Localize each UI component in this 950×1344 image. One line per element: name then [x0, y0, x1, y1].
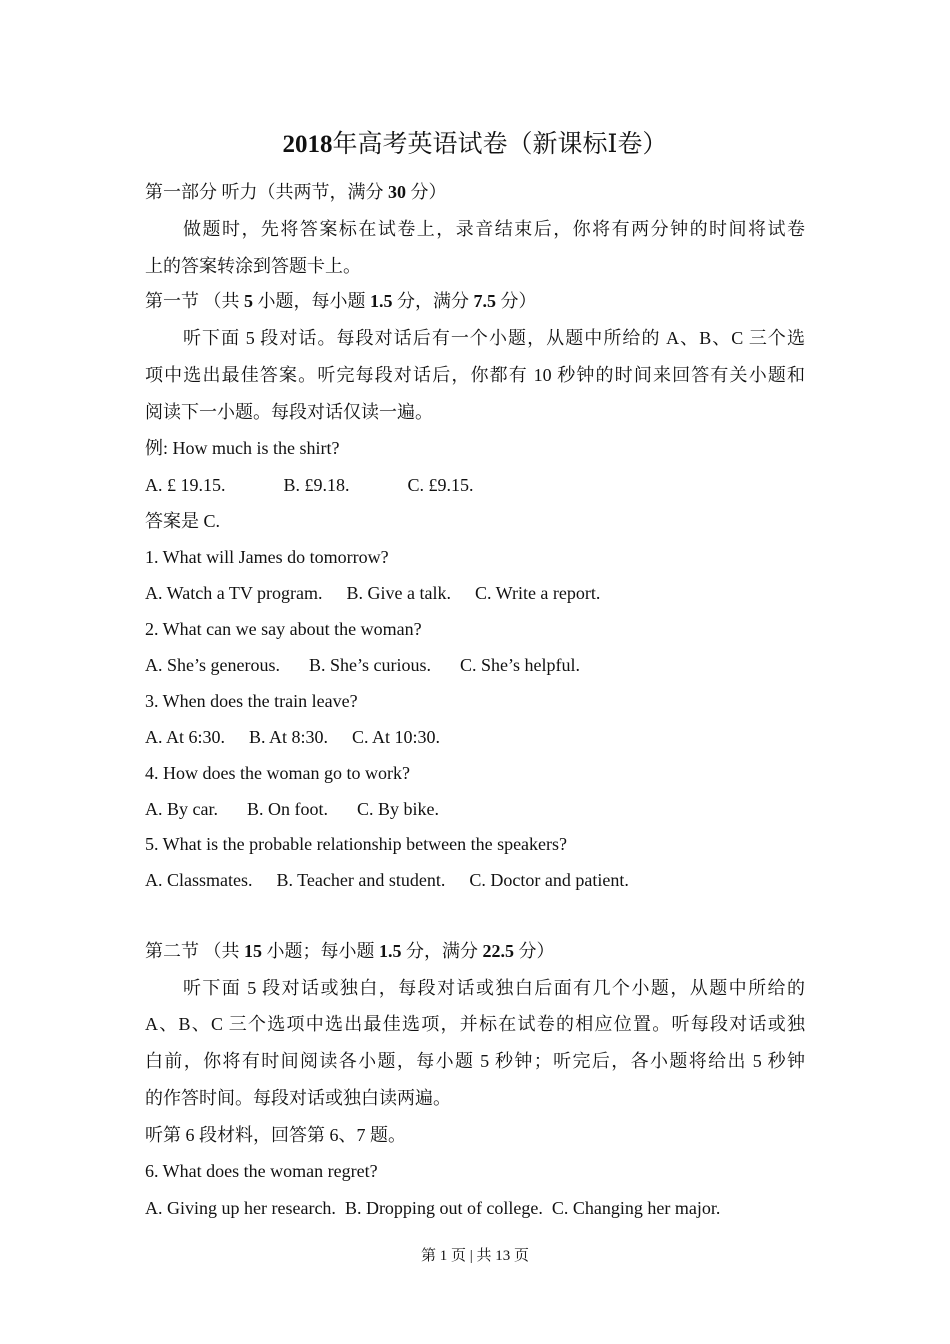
text-segment: 年高考英语试卷（新课标Ⅰ卷） — [332, 131, 668, 158]
answer-option: A. She’s generous. — [145, 655, 280, 675]
text-segment: 15 — [244, 941, 262, 961]
text-line — [145, 761, 410, 785]
text-segment: 做题时，先将答案标在试卷上，录音结束后，你将有两分钟的时间将试卷 — [183, 219, 805, 239]
answer-option: C. Changing her major. — [551, 1198, 721, 1218]
text-line — [145, 1123, 406, 1147]
text-segment: 答案是 C. — [145, 511, 221, 531]
answer-option: C. She’s helpful. — [460, 655, 580, 675]
text-segment: 分） — [496, 291, 537, 311]
text-segment: 2. What can we say about the woman? — [145, 619, 422, 639]
paragraph-line — [183, 217, 805, 241]
text-segment: 1 — [439, 1248, 448, 1264]
answer-option: C. £9.15. — [407, 475, 474, 495]
answer-option: A. Watch a TV program. — [145, 583, 323, 603]
text-line — [145, 180, 447, 204]
answer-options — [145, 868, 629, 892]
answer-option: A. Giving up her research. — [145, 1198, 336, 1218]
answer-option: A. At 6:30. — [145, 727, 226, 747]
answer-option: C. Write a report. — [475, 583, 601, 603]
text-line — [145, 832, 567, 856]
text-segment: 听下面 5 段对话或独白，每段对话或独白后面有几个小题，从题中所给的 — [183, 978, 805, 998]
text-segment: 阅读下一小题。每段对话仅读一遍。 — [145, 402, 433, 422]
text-line — [145, 509, 220, 533]
text-line — [145, 289, 537, 313]
text-line — [145, 939, 555, 963]
text-segment: 4. How does the woman go to work? — [145, 763, 410, 783]
text-segment: 例: How much is the shirt? — [145, 438, 340, 458]
text-segment: 2018 — [282, 131, 333, 158]
text-segment: 分） — [514, 941, 555, 961]
answer-option: B. She’s curious. — [308, 655, 431, 675]
answer-option: C. By bike. — [356, 799, 439, 819]
text-segment: 小题；每小题 — [262, 941, 379, 961]
text-segment: 5 — [244, 291, 253, 311]
answer-option: B. £9.18. — [283, 475, 350, 495]
text-segment: 第二节 （共 — [145, 941, 244, 961]
text-segment: 听下面 5 段对话。每段对话后有一个小题，从题中所给的 A、B、C 三个选 — [183, 328, 805, 348]
answer-option: B. Give a talk. — [346, 583, 451, 603]
answer-option: A. By car. — [145, 799, 218, 819]
paragraph-line — [183, 976, 805, 1000]
text-segment: 7.5 — [473, 291, 496, 311]
answer-option: B. Teacher and student. — [276, 870, 446, 890]
text-segment: 分） — [406, 182, 447, 202]
answer-options — [145, 725, 440, 749]
paragraph-line — [183, 326, 805, 350]
text-segment: 6. What does the woman regret? — [145, 1161, 378, 1181]
answer-option: C. At 10:30. — [352, 727, 441, 747]
paragraph-line — [145, 1049, 805, 1073]
text-line — [145, 1159, 378, 1183]
document-title — [0, 124, 950, 160]
text-line — [145, 545, 389, 569]
text-segment: A、B、C 三个选项中选出最佳选项，并标在试卷的相应位置。听每段对话或独 — [145, 1014, 805, 1034]
answer-options — [145, 797, 439, 821]
text-line — [145, 617, 422, 641]
answer-option: B. Dropping out of college. — [344, 1198, 543, 1218]
answer-options — [145, 653, 580, 677]
page-footer — [0, 1244, 950, 1265]
text-segment: 分，满分 — [392, 291, 474, 311]
answer-options — [145, 581, 600, 605]
text-segment: 22.5 — [482, 941, 514, 961]
text-segment: 第 — [420, 1248, 440, 1264]
text-line — [145, 1086, 451, 1110]
text-segment: 第一部分 听力（共两节，满分 — [145, 182, 388, 202]
answer-option: A. Classmates. — [145, 870, 253, 890]
text-line — [145, 254, 361, 278]
text-segment: 1.5 — [370, 291, 393, 311]
text-segment: 5. What is the probable relationship between the speakers? — [145, 834, 568, 854]
text-segment: 页 | 共 — [447, 1248, 496, 1264]
answer-options — [145, 1196, 720, 1220]
text-segment: 白前，你将有时间阅读各小题，每小题 5 秒钟；听完后，各小题将给出 5 秒钟 — [145, 1051, 805, 1071]
text-segment: 30 — [388, 182, 406, 202]
text-segment: 的作答时间。每段对话或独白读两遍。 — [145, 1088, 451, 1108]
text-segment: 分，满分 — [401, 941, 483, 961]
text-segment: 13 — [495, 1248, 511, 1264]
text-segment: 上的答案转涂到答题卡上。 — [145, 256, 361, 276]
text-segment: 3. When does the train leave? — [145, 691, 358, 711]
text-segment: 第一节 （共 — [145, 291, 244, 311]
paragraph-line — [145, 363, 805, 387]
answer-options — [145, 473, 474, 497]
answer-option: C. Doctor and patient. — [469, 870, 629, 890]
text-segment: 项中选出最佳答案。听完每段对话后，你都有 10 秒钟的时间来回答有关小题和 — [145, 365, 805, 385]
text-line — [145, 436, 339, 460]
answer-option: B. On foot. — [246, 799, 328, 819]
text-line — [145, 689, 358, 713]
text-segment: 听第 6 段材料，回答第 6、7 题。 — [145, 1125, 406, 1145]
text-line — [145, 400, 433, 424]
text-segment: 1. What will James do tomorrow? — [145, 547, 389, 567]
answer-option: B. At 8:30. — [249, 727, 329, 747]
text-segment: 页 — [510, 1248, 530, 1264]
text-segment: 1.5 — [379, 941, 402, 961]
paragraph-line — [145, 1012, 805, 1036]
answer-option: A. £ 19.15. — [145, 475, 226, 495]
text-segment: 小题，每小题 — [253, 291, 370, 311]
